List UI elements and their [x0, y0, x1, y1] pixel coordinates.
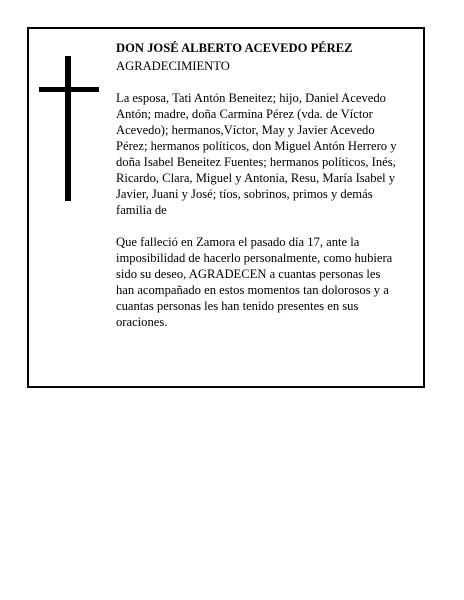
family-line: familia de: [116, 203, 167, 217]
cross-vertical-bar: [65, 56, 71, 201]
thanks-line: oraciones.: [116, 315, 168, 329]
thanks-line: Que falleció en Zamora el pasado día 17, ante la: [116, 235, 360, 249]
family-line: Pérez; hermanos políticos, don Miguel Antón Herrero y: [116, 139, 397, 153]
notice-type: AGRADECIMIENTO: [116, 59, 230, 73]
cross-horizontal-bar: [39, 87, 99, 92]
cross-icon: [39, 56, 99, 201]
thanks-line: imposibilidad de hacerlo personalmente, como hubiera: [116, 251, 393, 265]
deceased-name: DON JOSÉ ALBERTO ACEVEDO PÉREZ: [116, 41, 353, 55]
family-line: La esposa, Tati Antón Beneitez; hijo, Daniel Acevedo: [116, 91, 386, 105]
obituary-notice: [27, 27, 425, 388]
family-line: Antón; madre, doña Carmina Pérez (vda. de Víctor: [116, 107, 373, 121]
thanks-paragraph: [116, 234, 422, 330]
thanks-line: cuantas personas les han tenido presentes en sus: [116, 299, 359, 313]
family-line: Acevedo); hermanos,Víctor, May y Javier Acevedo: [116, 123, 375, 137]
thanks-line: han acompañado en estos momentos tan dolorosos y a: [116, 283, 389, 297]
notice-text: [116, 40, 422, 330]
thanks-line: sido su deseo, AGRADECEN a cuantas personas les: [116, 267, 381, 281]
family-paragraph: [116, 90, 422, 218]
family-line: doña Isabel Beneitez Fuentes; hermanos políticos, Inés,: [116, 155, 396, 169]
family-line: Javier, Juani y José; tíos, sobrinos, primos y demás: [116, 187, 373, 201]
family-line: Ricardo, Clara, Miguel y Antonia, Resu, María Isabel y: [116, 171, 396, 185]
